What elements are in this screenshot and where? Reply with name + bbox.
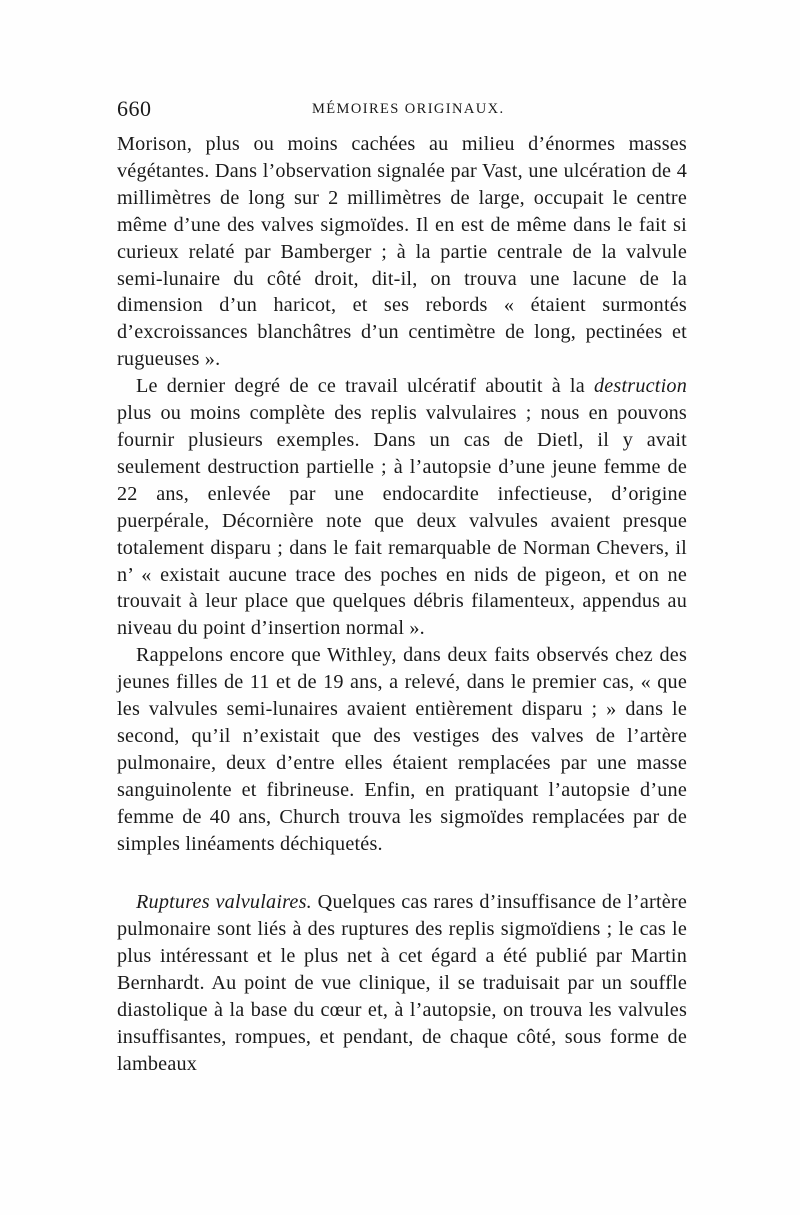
paragraph-continuation — [117, 131, 687, 373]
paragraph-text: Morison, plus ou moins cachées au milieu d’énormes masses végétantes. Dans l’observation signalée par Vast, une ulcération de 4 millimètres de long sur 2 millimètres de large, occupait le centre même d’une des valves sigmoïdes. Il en est de même dans le fait si curieux relaté par Bamberger ; à la partie centrale de la valvule semi-lunaire du côté droit, dit-il, on trouva une lacune de la dimension d’un haricot, et ses rebords « étaient surmontés d’excroissances blanchâtres d’un centimètre de long, pectinées et rugueuses ». — [117, 133, 687, 371]
paragraph-destruction — [117, 373, 687, 642]
paragraph-text: Quelques cas rares d’insuffisance de l’artère pulmonaire sont liés à des ruptures des replis sigmoïdiens ; le cas le plus intéressant et le plus net à cet égard a été publié par Martin Bernhardt. Au point de vue clinique, il se traduisait par un souffle diastolique à la base du cœur et, à l’autopsie, on trouva les valvules insuffisantes, rompues, et pendant, de chaque côté, sous forme de lambeaux — [117, 891, 687, 1075]
paragraph-ruptures — [117, 889, 687, 1077]
running-title: MÉMOIRES ORIGINAUX. — [312, 101, 505, 117]
emphasized-term: destruction — [593, 375, 687, 398]
paragraph-withley — [117, 642, 687, 857]
page-number: 660 — [117, 96, 152, 121]
paragraph-text: Rappelons encore que Withley, dans deux faits observés chez des jeunes filles de 11 et de 19 ans, a relevé, dans le premier cas, « que les valvules semi-lunaires avaient entièrement disparu ; » dans le second, qu’il n’existait que des vestiges des valves de l’artère pulmonaire, deux d’entre elles étaient remplacées par une masse sanguinolente et fibrineuse. Enfin, en pratiquant l’autopsie d’une femme de 40 ans, Church trouva les sigmoïdes remplacées par de simples linéaments déchiquetés. — [117, 644, 687, 855]
running-header — [117, 96, 687, 126]
paragraph-lead-text: Le dernier degré de ce travail ulcératif aboutit à la — [136, 375, 594, 398]
body-text — [117, 131, 687, 1078]
paragraph-text: plus ou moins complète des replis valvulaires ; nous en pouvons fournir plusieurs exemples. Dans un cas de Dietl, il y avait seulement destruction partielle ; à l’autopsie d’une jeune femme de 22 ans, enlevée par une endocardite infectieuse, d’origine puerpérale, Décornière note que deux valvules avaient presque totalement disparu ; dans le fait remarquable de Norman Chevers, il n’ « existait aucune trace des poches en nids de pigeon, et on ne trouvait à leur place que quelques débris filamenteux, appendus au niveau du point d’insertion normal ». — [117, 402, 687, 640]
section-heading: Ruptures valvulaires. — [136, 891, 312, 914]
